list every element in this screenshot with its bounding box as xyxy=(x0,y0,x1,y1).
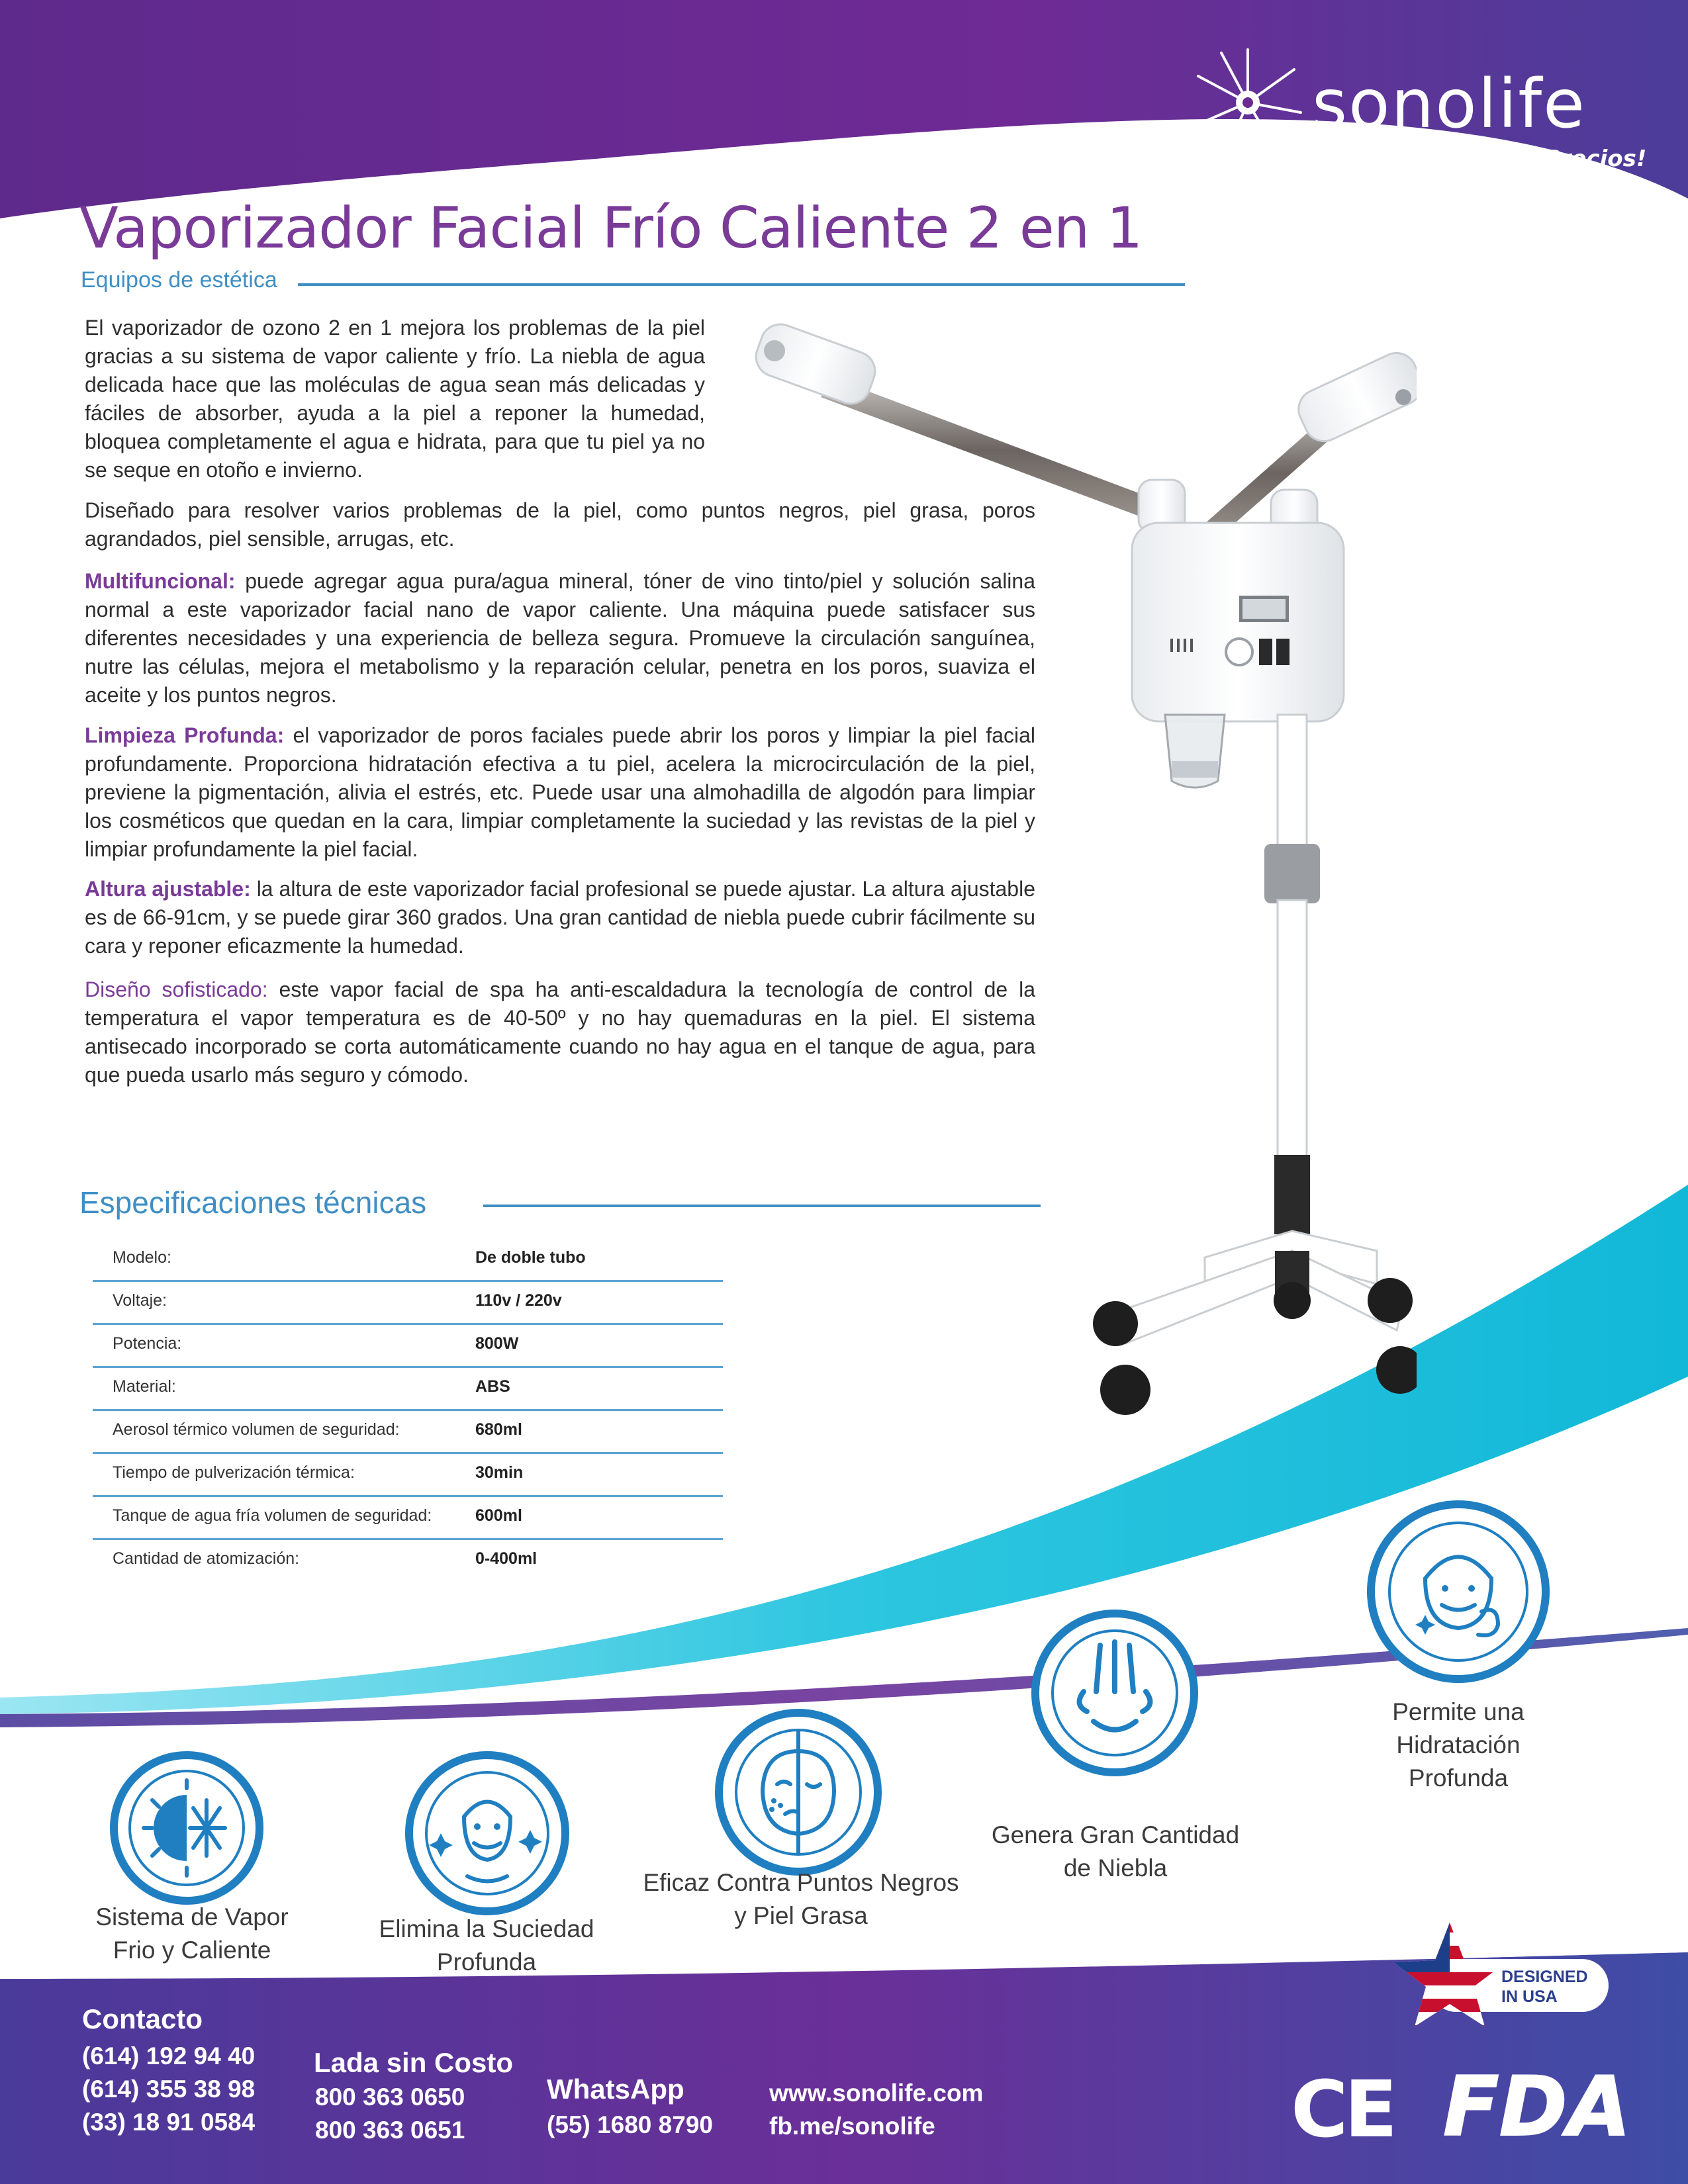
lada-phone-1[interactable]: 800 363 0650 xyxy=(315,2083,465,2111)
section-text: la altura de este vaporizador facial profesional se puede ajustar. La altura ajustable es de 66-91cm, y se puede girar 360 grados. Una gran cantidad de niebla puede cubrir fácilmente su cara y reponer eficazmente la humedad. xyxy=(85,877,1036,958)
table-row xyxy=(93,1454,723,1497)
section-label: Diseño sofisticado: xyxy=(85,978,268,1001)
specs-table xyxy=(93,1239,723,1581)
feature-label-1: Sistema de Vapor Frio y Caliente xyxy=(95,1903,289,1964)
intro-paragraph-2: Diseñado para resolver varios problemas de la piel, como puntos negros, piel grasa, poros agrandados, piel sensible, arrugas, etc. xyxy=(85,498,1035,551)
spec-key: Modelo: xyxy=(113,1248,171,1267)
spec-value: 600ml xyxy=(475,1506,522,1525)
ce-mark: CE xyxy=(1291,2064,1394,2155)
spec-key: Tanque de agua fría volumen de seguridad: xyxy=(113,1506,432,1525)
website-link[interactable]: www.sonolife.com xyxy=(769,2079,984,2107)
spec-key: Material: xyxy=(113,1377,176,1396)
table-row xyxy=(93,1368,723,1411)
spec-key: Potencia: xyxy=(113,1334,182,1353)
table-row xyxy=(93,1411,723,1454)
table-row xyxy=(93,1540,723,1581)
intro-paragraph-1: El vaporizador de ozono 2 en 1 mejora los problemas de la piel gracias a su sistema de vapor caliente y frío. La niebla de agua delicada hace que las moléculas de agua sean más delicadas y fáciles de absorber, ayuda a la piel a reponer la humedad, bloquea completamente el agua e hidrata, para que tu piel ya no se seque en otoño e invierno. xyxy=(85,316,705,482)
subtitle-divider xyxy=(298,283,1185,286)
whatsapp-heading: WhatsApp xyxy=(547,2073,684,2105)
spec-key: Cantidad de atomización: xyxy=(113,1549,300,1568)
section-text: puede agregar agua pura/agua mineral, tóner de vino tinto/piel y solución salina normal a este vaporizador facial nano de vapor caliente. Una máquina puede satisfacer sus diferentes necesidades y una experiencia de belleza segura. Promueve la circulación sanguínea, nutre las células, mejora el metabolismo y la reparación celular, penetra en los poros, suaviza el aceite y los puntos negros. xyxy=(85,569,1035,707)
spec-value: ABS xyxy=(475,1377,510,1396)
contact-phone-1[interactable]: (614) 192 94 40 xyxy=(82,2042,256,2070)
steam-icon xyxy=(1027,1606,1202,1780)
spec-value: 800W xyxy=(475,1334,519,1353)
spec-value: 30min xyxy=(475,1463,524,1482)
page-title: Vaporizador Facial Frío Caliente 2 en 1 xyxy=(79,195,1143,261)
spec-key: Aerosol térmico volumen de seguridad: xyxy=(113,1420,400,1439)
whatsapp-number[interactable]: (55) 1680 8790 xyxy=(547,2111,713,2138)
spec-value: De doble tubo xyxy=(475,1248,586,1267)
page-subtitle: Equipos de estética xyxy=(81,267,277,293)
designed-in-usa-badge xyxy=(1390,1919,1615,2025)
table-row xyxy=(93,1239,723,1282)
lada-phone-2[interactable]: 800 363 0651 xyxy=(315,2116,465,2144)
product-image xyxy=(741,304,1417,1430)
brand-name: sonolife xyxy=(1312,65,1586,144)
sparkle-logo-icon xyxy=(1185,40,1311,165)
contact-phone-3[interactable]: (33) 18 91 0584 xyxy=(82,2109,256,2136)
spec-value: 0-400ml xyxy=(475,1549,538,1568)
facebook-link[interactable]: fb.me/sonolife xyxy=(769,2113,935,2140)
brand-tagline: ···· ¡Número 1 en Precios! xyxy=(1311,146,1647,172)
specs-title: Especificaciones técnicas xyxy=(79,1185,427,1220)
spec-value: 680ml xyxy=(475,1420,522,1439)
feature-label-4: Genera Gran Cantidad de Niebla xyxy=(991,1821,1240,1882)
spec-value: 110v / 220v xyxy=(475,1291,562,1310)
section-label: Multifuncional: xyxy=(85,569,236,593)
us-flag-star-icon xyxy=(1390,1919,1509,2032)
section-text: este vapor facial de spa ha anti-escaldadura la tecnología de control de la temperatura el vapor temperatura es de 40-50º y no hay quemaduras en la piel. El sistema antisecado incorporado se corta automáticamente cuando no hay agua en el tanque de agua, para que pueda usarlo más seguro y cómodo. xyxy=(85,978,1036,1087)
contact-heading: Contacto xyxy=(82,2003,203,2034)
feature-label-5: Permite una Hidratación Profunda xyxy=(1392,1698,1524,1792)
contact-phone-2[interactable]: (614) 355 38 98 xyxy=(82,2075,256,2103)
designed-label: DESIGNED IN USA xyxy=(1501,1968,1588,2006)
brand-logo[interactable] xyxy=(1185,40,1647,179)
table-row xyxy=(93,1282,723,1325)
table-row xyxy=(93,1325,723,1368)
feature-label-3: Eficaz Contra Puntos Negros y Piel Grasa xyxy=(643,1869,959,1929)
section-label: Limpieza Profunda: xyxy=(85,723,285,747)
half-face-icon xyxy=(711,1705,886,1880)
table-row xyxy=(93,1497,723,1540)
spec-key: Voltaje: xyxy=(113,1291,167,1310)
feature-label-2: Elimina la Suciedad Profunda xyxy=(379,1915,594,1976)
fda-mark: FDA xyxy=(1443,2060,1631,2155)
sun-snowflake-icon xyxy=(107,1749,266,1907)
hydrated-face-icon xyxy=(1362,1496,1554,1688)
section-label: Altura ajustable: xyxy=(85,877,251,901)
clean-face-icon xyxy=(401,1747,573,1919)
specs-divider xyxy=(483,1205,1041,1207)
section-text: el vaporizador de poros faciales puede abrir los poros y limpiar la piel facial profundamente. Proporciona hidratación efectiva a tu piel, acelera la microcirculación de la piel, previene la pigmentación, alivia el estrés, etc. Puede usar una almohadilla de algodón para limpiar los cosméticos que quedan en la cara, limpiar completamente la suciedad y las revistas de la piel y limpiar profundamente la piel facial. xyxy=(85,723,1036,861)
spec-key: Tiempo de pulverización térmica: xyxy=(113,1463,355,1482)
lada-heading: Lada sin Costo xyxy=(314,2047,514,2078)
